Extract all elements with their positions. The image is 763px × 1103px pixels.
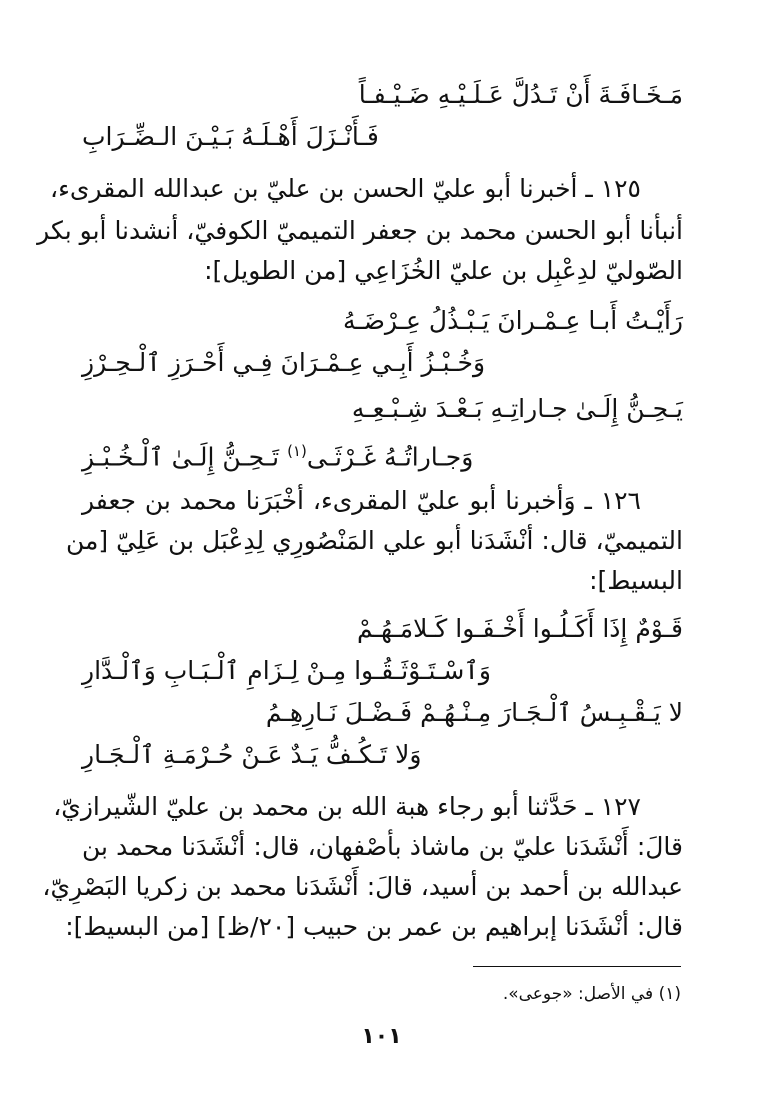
verse-line: مَـخَـافَـةَ أَنْ تَـدُلَّ عَـلَـيْـهِ ضَـيْـفـاً xyxy=(358,80,683,109)
paragraph-line: عبدالله بن أحمد بن أسيد، قالَ: أَنْشَدَنا محمد بن زكريا البَصْرِيّ، xyxy=(42,872,683,901)
verse-line: وَخُـبْـزُ أَبِـي عِـمْـرَانَ فِـي أَحْـرَزِ ٱلْـحِـرْزِ xyxy=(82,348,486,377)
paragraph-line: ١٢٧ ـ حَدَّثنا أبو رجاء هبة الله بن محمد بن عليّ الشّيرازيّ، xyxy=(53,792,641,821)
footnote: (١) في الأصل: «جوعى». xyxy=(502,984,681,1004)
verse-line xyxy=(82,434,473,474)
paragraph-line: أنبأنا أبو الحسن محمد بن جعفر التميميّ الكوفيّ، أنشدنا أبو بكر xyxy=(37,216,683,245)
paragraph-line: البسيط]: xyxy=(589,566,683,595)
verse-line: لا يَـقْـبِـسُ ٱلْـجَـارَ مِـنْـهُـمْ فَـضْـلَ نَـارِهِـمُ xyxy=(265,698,683,727)
page-number: ١٠١ xyxy=(361,1024,402,1049)
verse-line: وَٱسْـتَـوْثَـقُـوا مِـنْ لِـزَامِ ٱلْـبَـابِ وَٱلْـدَّارِ xyxy=(82,656,491,685)
paragraph-line: ١٢٦ ـ وَأخبرنا أبو عليّ المقرىء، أخْبَرَنا محمد بن جعفر xyxy=(82,486,641,515)
paragraph-line: ١٢٥ ـ أخبرنا أبو عليّ الحسن بن عليّ بن عبدالله المقرىء، xyxy=(50,174,641,203)
verse-text: وَجـاراتُـهُ غَـرْثَـى xyxy=(306,442,474,472)
paragraph-line: قالَ: أَنْشَدَنا عليّ بن ماشاذ بأصْفهان، قال: أنْشَدَنا محمد بن xyxy=(82,832,683,861)
paragraph-line: التميميّ، قال: أنْشَدَنا أبو علي المَنْصُورِي لِدِعْبَل بن عَلِيّ [من xyxy=(65,526,683,555)
verse-line: وَلا تَـكُـفُّ يَـدٌ عَـنْ حُـرْمَـةِ ٱلْـجَـارِ xyxy=(82,740,422,769)
verse-line: رَأَيْـتُ أَبـا عِـمْـرانَ يَـبْـذُلُ عِـرْضَـهُ xyxy=(342,306,683,335)
verse-line: قَـوْمٌ إِذَا أَكَـلُـوا أَخْـفَـوا كَـلامَـهُـمْ xyxy=(356,614,683,643)
footnote-marker: (١) xyxy=(287,442,307,460)
verse-text: تَـحِـنُّ إِلَـىٰ ٱلْـخُـبْـزِ xyxy=(82,442,288,472)
footnote-divider xyxy=(473,966,681,967)
verse-line: يَـحِـنُّ إِلَـىٰ جـاراتِـهِ بَـعْـدَ شِـبْـعِـهِ xyxy=(351,394,683,423)
paragraph-line: قال: أنْشَدَنا إبراهيم بن عمر بن حبيب [٢٠/ظ] [من البسيط]: xyxy=(65,912,683,941)
paragraph-line: الصّوليّ لدِعْبِل بن عليّ الخُزَاعِي [من الطويل]: xyxy=(204,256,683,285)
verse-line: فَـأَنْـزَلَ أَهْـلَـهُ بَـيْـنَ الـضِّـرَابِ xyxy=(82,122,379,151)
